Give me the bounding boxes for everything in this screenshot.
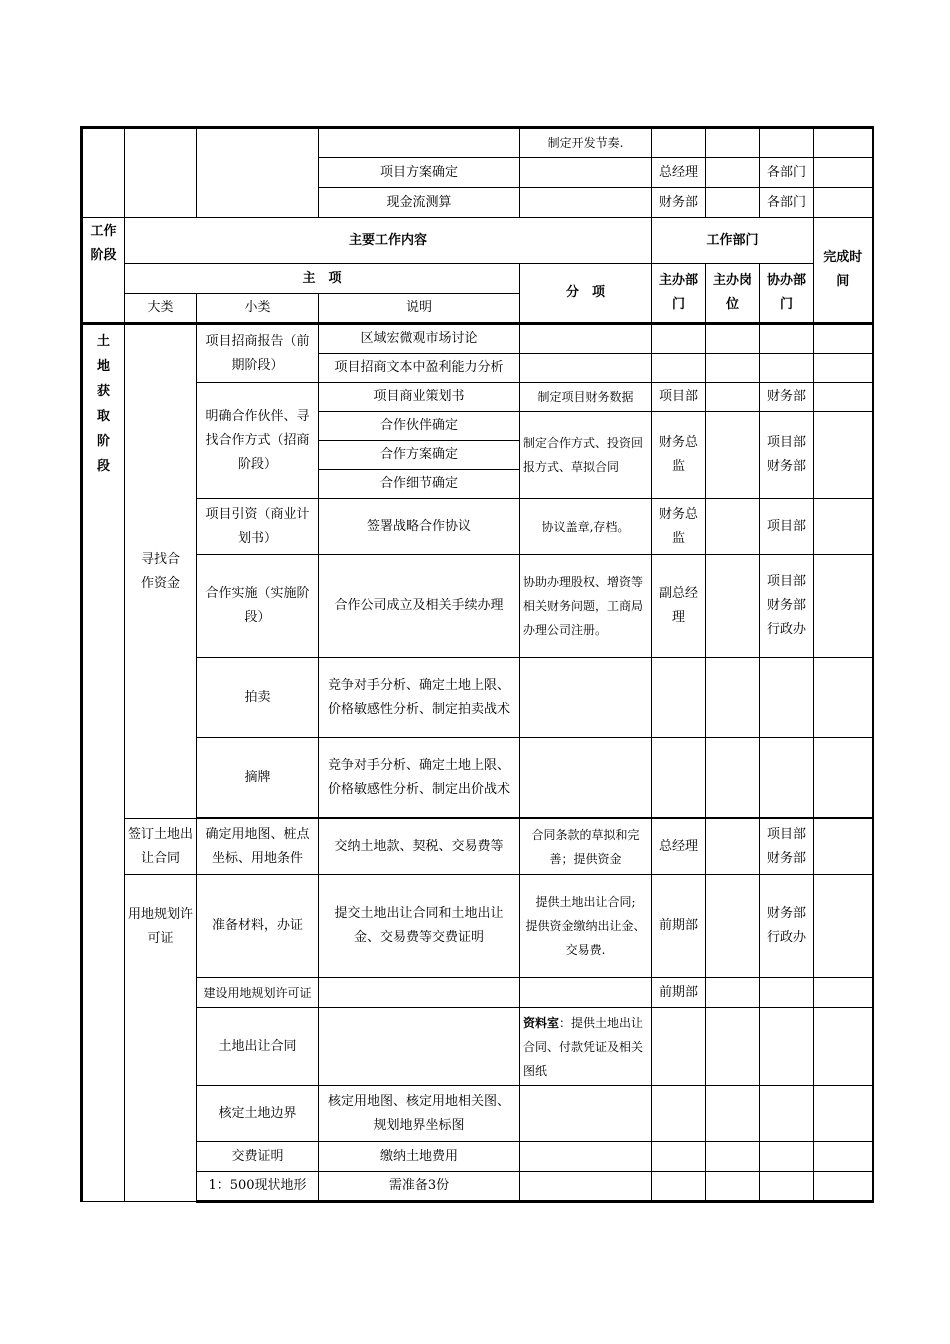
header-assist-dept: 协办部门	[760, 264, 814, 324]
table-row: 用地规划许可证 准备材料，办证 提交土地出让合同和土地出让金、交易费等交费证明 提供土地出让合同; 提供资金缴纳出让金、交易费. 前期部 财务部行政办	[82, 875, 873, 978]
header-finish: 完成时间	[814, 218, 873, 324]
header-sub-item: 分 项	[520, 264, 652, 324]
table-row: 合作细节确定	[82, 470, 873, 499]
header-row	[82, 218, 873, 264]
table-row: 合作伙伴确定 制定合作方式、投资回报方式、草拟合同 财务总监 项目部财务部	[82, 412, 873, 441]
table-row: 摘牌 竞争对手分析、确定土地上限、价格敏感性分析、制定出价战术	[82, 738, 873, 818]
group-label: 用地规划许可证	[125, 875, 197, 1202]
header-desc: 说明	[319, 294, 520, 324]
table-row: 项目招商文本中盈利能力分析	[82, 354, 873, 383]
table-row: 拍卖 竞争对手分析、确定土地上限、价格敏感性分析、制定拍卖战术	[82, 658, 873, 738]
header-subcat: 小类	[197, 294, 319, 324]
header-content: 主要工作内容	[125, 218, 652, 264]
table-row: 制定开发节奏.	[82, 128, 873, 158]
header-row	[82, 264, 873, 294]
table-row: 项目方案确定 总经理 各部门	[82, 158, 873, 188]
header-dept: 工作部门	[652, 218, 814, 264]
table-row: 合作实施（实施阶段） 合作公司成立及相关手续办理 协助办理股权、增资等相关财务问题，工商局办理公司注册。 副总经理 项目部财务部行政办	[82, 555, 873, 658]
work-plan-table	[80, 126, 874, 1203]
header-stage: 工作阶段	[82, 218, 125, 324]
table-row: 现金流测算 财务部 各部门	[82, 188, 873, 218]
group-label: 签订土地出让合同	[125, 819, 197, 875]
table-row: 土地出让合同 资料室：提供土地出让合同、付款凭证及相关图纸	[82, 1008, 873, 1086]
stage-label: 土地获取阶段	[82, 324, 125, 1202]
table-row: 明确合作伙伴、寻找合作方式（招商阶段） 项目商业策划书 制定项目财务数据 项目部 财务部	[82, 383, 873, 412]
table-row: 土地获取阶段 寻找合作资金 项目招商报告（前期阶段） 区域宏微观市场讨论	[82, 324, 873, 354]
header-cat: 大类	[125, 294, 197, 324]
table-row: 交费证明 缴纳土地费用	[82, 1142, 873, 1172]
table-row: 建设用地规划许可证 前期部	[82, 978, 873, 1008]
table-row: 核定土地边界 核定用地图、核定用地相关图、规划地界坐标图	[82, 1086, 873, 1142]
table-row: 项目引资（商业计划书） 签署战略合作协议 协议盖章,存档。 财务总监 项目部	[82, 499, 873, 555]
header-main-dept: 主办部门	[652, 264, 706, 324]
header-main-post: 主办岗位	[706, 264, 760, 324]
header-main-item: 主 项	[125, 264, 520, 294]
table-row: 签订土地出让合同 确定用地图、桩点坐标、用地条件 交纳土地款、契税、交易费等 合同条款的草拟和完善；提供资金 总经理 项目部财务部	[82, 819, 873, 875]
group-label: 寻找合作资金	[125, 324, 197, 819]
table-row: 合作方案确定	[82, 441, 873, 470]
table-row: 1：500现状地形 需准备3份	[82, 1172, 873, 1202]
